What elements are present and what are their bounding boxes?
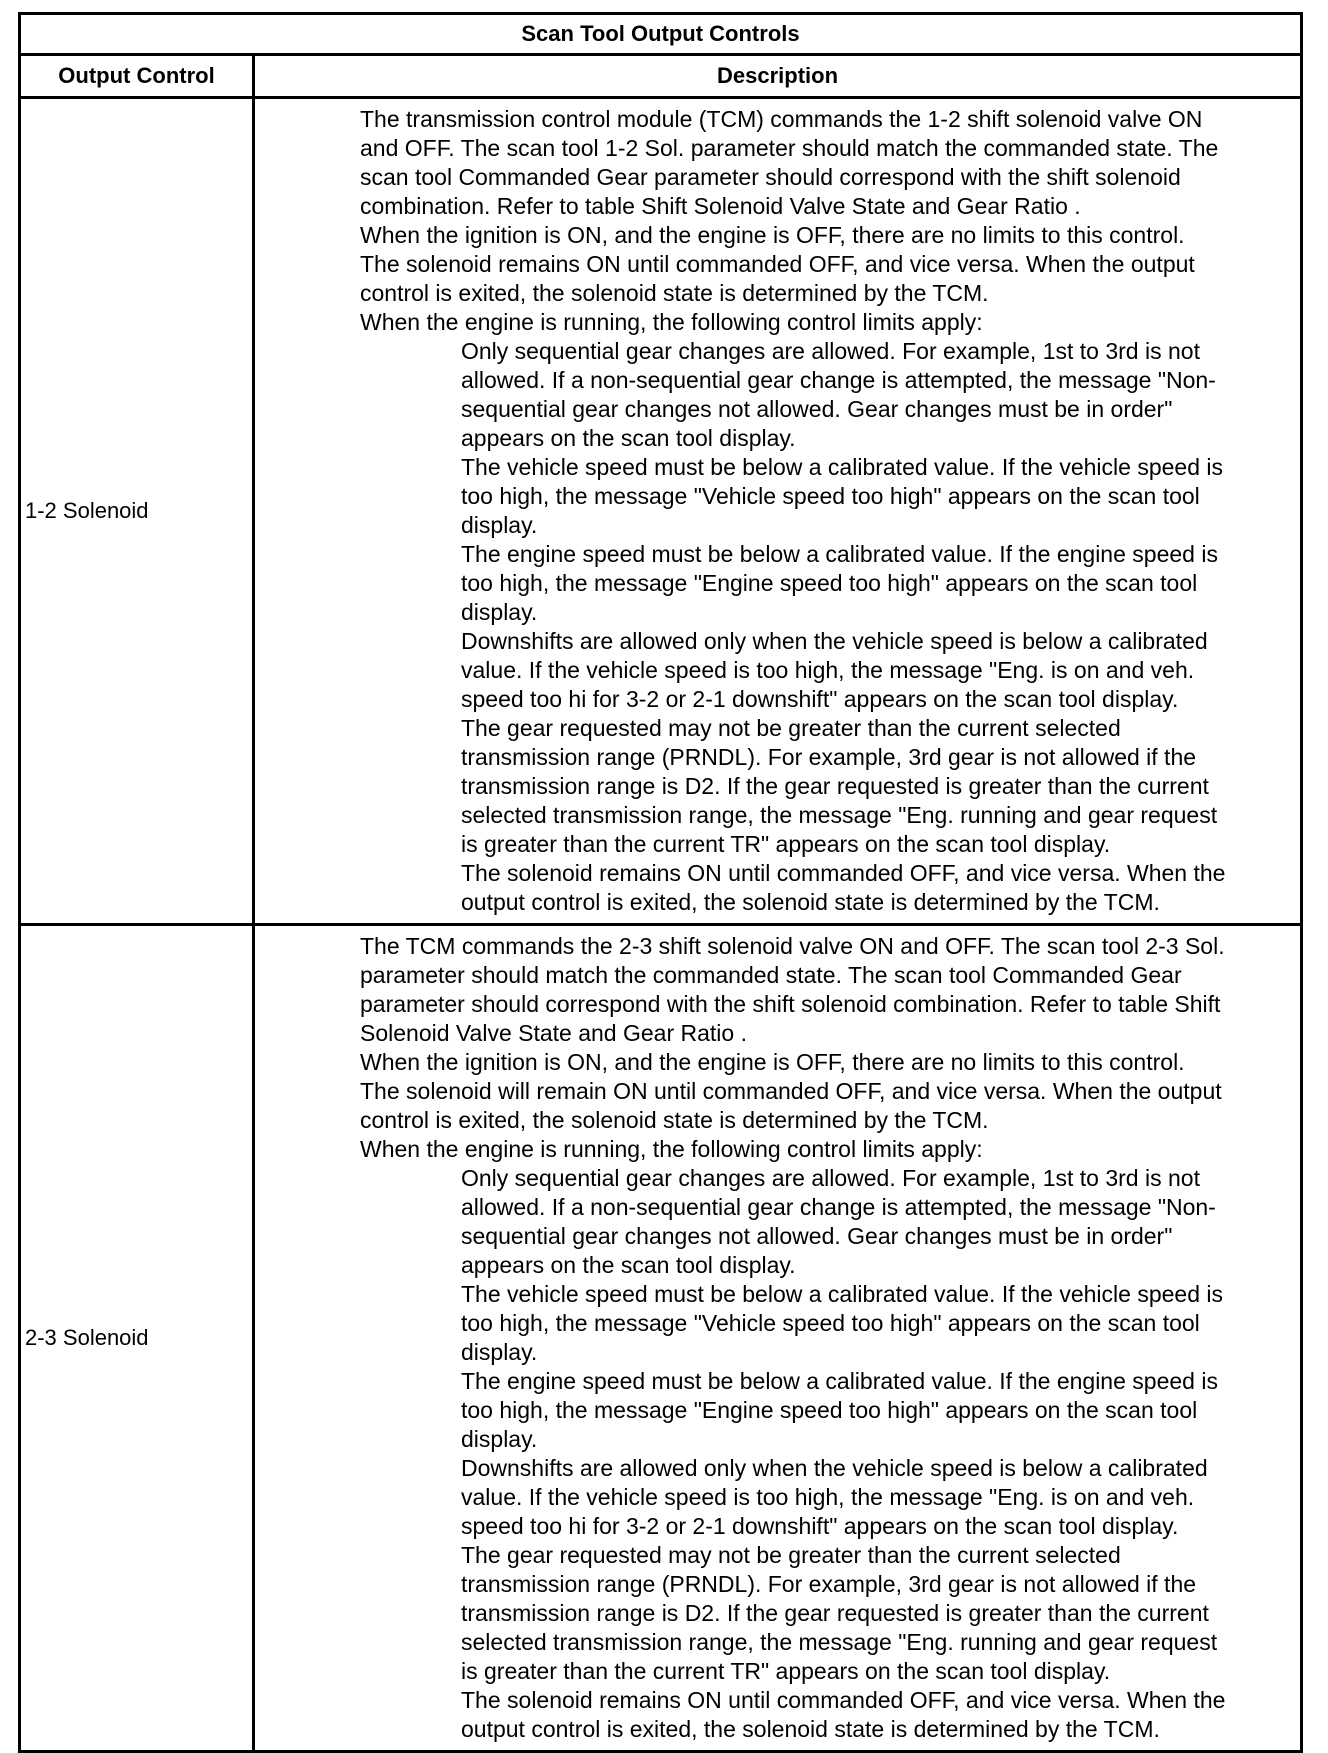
control-limit-line: transmission range (PRNDL). For example, 3rd gear is not allowed if the xyxy=(461,1571,1197,1597)
control-limit-line: appears on the scan tool display. xyxy=(461,425,796,451)
description-line: The solenoid remains ON until commanded OFF, and vice versa. When the output xyxy=(360,251,1195,277)
control-limit-line: too high, the message "Vehicle speed too high" appears on the scan tool xyxy=(461,1310,1200,1336)
control-limit-line: The gear requested may not be greater than the current selected xyxy=(461,1542,1121,1568)
description-line: control is exited, the solenoid state is determined by the TCM. xyxy=(360,280,989,306)
description-line: When the engine is running, the following control limits apply: xyxy=(360,1136,983,1162)
description-line: parameter should match the commanded state. The scan tool Commanded Gear xyxy=(360,962,1182,988)
output-control-name: 2-3 Solenoid xyxy=(20,925,254,1752)
control-limit-line: The vehicle speed must be below a calibrated value. If the vehicle speed is xyxy=(461,454,1223,480)
control-limit-line: output control is exited, the solenoid state is determined by the TCM. xyxy=(461,1716,1160,1742)
description-line: parameter should correspond with the shift solenoid combination. Refer to table Shift xyxy=(360,991,1221,1017)
description-line: The transmission control module (TCM) commands the 1-2 shift solenoid valve ON xyxy=(360,106,1203,132)
control-limit-line: appears on the scan tool display. xyxy=(461,1252,796,1278)
control-limit-line: output control is exited, the solenoid state is determined by the TCM. xyxy=(461,889,1160,915)
control-limit-line: too high, the message "Vehicle speed too high" appears on the scan tool xyxy=(461,483,1200,509)
control-limit-line: The engine speed must be below a calibrated value. If the engine speed is xyxy=(461,1368,1218,1394)
control-limit-line: The engine speed must be below a calibrated value. If the engine speed is xyxy=(461,541,1218,567)
control-limit-line: The vehicle speed must be below a calibrated value. If the vehicle speed is xyxy=(461,1281,1223,1307)
control-limit-line: allowed. If a non-sequential gear change is attempted, the message "Non- xyxy=(461,1194,1216,1220)
description-line: Solenoid Valve State and Gear Ratio . xyxy=(360,1020,747,1046)
control-limit-line: Downshifts are allowed only when the vehicle speed is below a calibrated xyxy=(461,628,1208,654)
description-cell xyxy=(254,925,1302,1752)
control-limit-line: Only sequential gear changes are allowed. For example, 1st to 3rd is not xyxy=(461,338,1200,364)
description-line: When the ignition is ON, and the engine is OFF, there are no limits to this control. xyxy=(360,222,1185,248)
control-limit-line: sequential gear changes not allowed. Gear changes must be in order" xyxy=(461,396,1173,422)
description-line: scan tool Commanded Gear parameter should correspond with the shift solenoid xyxy=(360,164,1181,190)
control-limit-line: The solenoid remains ON until commanded OFF, and vice versa. When the xyxy=(461,1687,1226,1713)
description-line: and OFF. The scan tool 1-2 Sol. parameter should match the commanded state. The xyxy=(360,135,1219,161)
control-limit-line: too high, the message "Engine speed too high" appears on the scan tool xyxy=(461,1397,1198,1423)
control-limit-line: is greater than the current TR" appears on the scan tool display. xyxy=(461,1658,1111,1684)
control-limit-line: selected transmission range, the message "Eng. running and gear request xyxy=(461,802,1218,828)
description-line: The TCM commands the 2-3 shift solenoid valve ON and OFF. The scan tool 2-3 Sol. xyxy=(360,933,1225,959)
control-limit-line: too high, the message "Engine speed too high" appears on the scan tool xyxy=(461,570,1198,596)
control-limit-line: selected transmission range, the message "Eng. running and gear request xyxy=(461,1629,1218,1655)
header-description: Description xyxy=(254,55,1302,98)
control-limit-line: allowed. If a non-sequential gear change is attempted, the message "Non- xyxy=(461,367,1216,393)
description-cell xyxy=(254,98,1302,925)
control-limit-line: display. xyxy=(461,1426,538,1452)
description-line: combination. Refer to table Shift Solenoid Valve State and Gear Ratio . xyxy=(360,193,1081,219)
control-limit-line: display. xyxy=(461,512,538,538)
control-limit-line: sequential gear changes not allowed. Gear changes must be in order" xyxy=(461,1223,1173,1249)
table-title: Scan Tool Output Controls xyxy=(20,14,1302,55)
control-limit-line: transmission range is D2. If the gear requested is greater than the current xyxy=(461,1600,1209,1626)
control-limit-line: transmission range is D2. If the gear requested is greater than the current xyxy=(461,773,1209,799)
output-controls-table xyxy=(18,12,1303,1753)
header-output-control: Output Control xyxy=(20,55,254,98)
control-limit-line: transmission range (PRNDL). For example, 3rd gear is not allowed if the xyxy=(461,744,1197,770)
control-limit-line: value. If the vehicle speed is too high, the message "Eng. is on and veh. xyxy=(461,1484,1195,1510)
control-limit-line: is greater than the current TR" appears on the scan tool display. xyxy=(461,831,1111,857)
control-limit-line: speed too hi for 3-2 or 2-1 downshift" appears on the scan tool display. xyxy=(461,686,1179,712)
description-line: When the ignition is ON, and the engine is OFF, there are no limits to this control. xyxy=(360,1049,1185,1075)
control-limit-line: speed too hi for 3-2 or 2-1 downshift" appears on the scan tool display. xyxy=(461,1513,1179,1539)
control-limit-line: The gear requested may not be greater than the current selected xyxy=(461,715,1121,741)
description-line: The solenoid will remain ON until commanded OFF, and vice versa. When the output xyxy=(360,1078,1222,1104)
table-row xyxy=(20,98,1302,925)
control-limit-line: Downshifts are allowed only when the vehicle speed is below a calibrated xyxy=(461,1455,1208,1481)
control-limit-line: display. xyxy=(461,1339,538,1365)
table-row xyxy=(20,925,1302,1752)
control-limit-line: Only sequential gear changes are allowed. For example, 1st to 3rd is not xyxy=(461,1165,1200,1191)
output-control-name: 1-2 Solenoid xyxy=(20,98,254,925)
description-line: When the engine is running, the following control limits apply: xyxy=(360,309,983,335)
description-line: control is exited, the solenoid state is determined by the TCM. xyxy=(360,1107,989,1133)
control-limit-line: value. If the vehicle speed is too high, the message "Eng. is on and veh. xyxy=(461,657,1195,683)
control-limit-line: display. xyxy=(461,599,538,625)
control-limit-line: The solenoid remains ON until commanded OFF, and vice versa. When the xyxy=(461,860,1226,886)
